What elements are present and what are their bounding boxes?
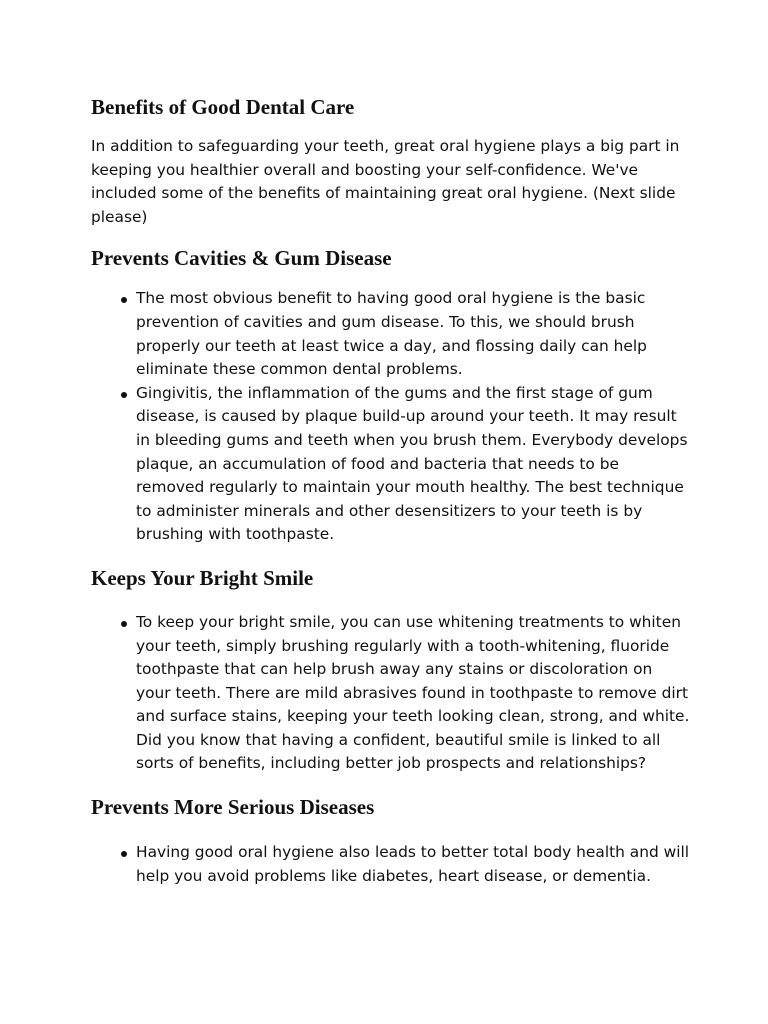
list-item-text: To keep your bright smile, you can use whitening treatments to whiten your teeth, simply brushing regularly with a tooth-whitening, fluoride toothpaste that can help brush away any stains or discoloration on your teeth. There are mild abrasives found in toothpaste to remove dirt and surface stains, keeping your teeth looking clean, strong, and white. Did you know that having a confident, beautiful smile is linked to all sorts of benefits, including better job prospects and relationships? xyxy=(136,612,690,773)
section-heading-benefits: Benefits of Good Dental Care xyxy=(91,95,355,119)
list-item xyxy=(91,287,691,381)
document-content xyxy=(91,91,691,888)
bullet-icon xyxy=(121,621,127,627)
list-item xyxy=(91,611,691,776)
list-item-text: Having good oral hygiene also leads to better total body health and will help you avoid problems like diabetes, heart disease, or dementia. xyxy=(136,843,690,885)
bullet-list-serious-diseases xyxy=(91,841,691,888)
list-item xyxy=(91,382,691,547)
intro-paragraph: In addition to safeguarding your teeth, great oral hygiene plays a big part in keeping you healthier overall and boosting your self-confidence. We've included some of the benefits of maintaining great oral hygiene. (Next slide please) xyxy=(91,137,680,226)
bullet-icon xyxy=(121,851,127,857)
bullet-list-cavities xyxy=(91,287,691,547)
list-item-text: The most obvious benefit to having good oral hygiene is the basic prevention of cavities and gum disease. To this, we should brush properly our teeth at least twice a day, and flossing daily can help eliminate these common dental problems. xyxy=(136,289,647,379)
bullet-icon xyxy=(121,392,127,398)
list-item xyxy=(91,841,691,888)
bullet-list-smile xyxy=(91,611,691,776)
bullet-icon xyxy=(121,297,127,303)
section-heading-cavities: Prevents Cavities & Gum Disease xyxy=(91,246,392,271)
section-heading-smile: Keeps Your Bright Smile xyxy=(91,565,314,590)
list-item-text: Gingivitis, the inflammation of the gums and the first stage of gum disease, is caused by plaque build-up around your teeth. It may result in bleeding gums and teeth when you brush them. Everybody develops plaque, an accumulation of food and bacteria that needs to be removed regularly to maintain your mouth healthy. The best technique to administer minerals and other desensitizers to your teeth is by brushing with toothpaste. xyxy=(136,383,688,544)
section-heading-serious-diseases: Prevents More Serious Diseases xyxy=(91,795,375,820)
